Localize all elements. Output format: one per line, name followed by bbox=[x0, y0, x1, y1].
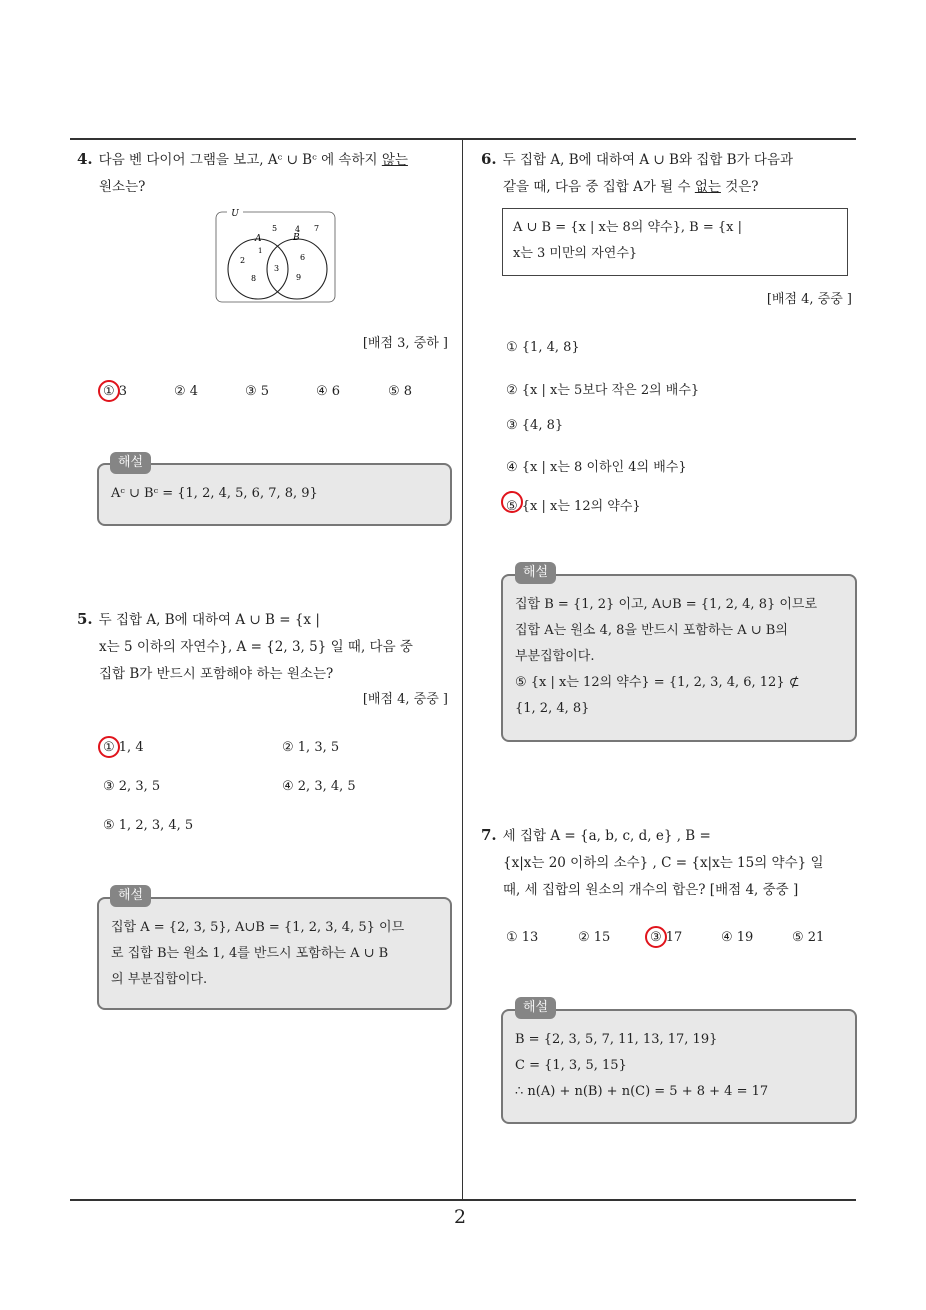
svg-text:3: 3 bbox=[274, 264, 280, 273]
svg-text:8: 8 bbox=[251, 274, 257, 283]
option-2[interactable]: ② {x | x는 5보다 작은 2의 배수} bbox=[506, 383, 700, 398]
option-5[interactable]: ⑤ 8 bbox=[388, 384, 413, 399]
question-7: 7. 세 집합 A = {a, b, c, d, e} , B = {x|x는 20 이하의 소수} , C = {x|x는 15의 약수} 일 때, 세 집합의 원소의 개수의 합은? [배점 4, 중중 ] bbox=[481, 826, 824, 898]
solution-box: Aᶜ ∪ Bᶜ = {1, 2, 4, 5, 6, 7, 8, 9} bbox=[97, 463, 452, 526]
question-5: 5. 두 집합 A, B에 대하여 A ∪ B = {x | x는 5 이하의 자연수}, A = {2, 3, 5} 일 때, 다음 중 집합 B가 반드시 포함해야 하는 원소는? bbox=[77, 610, 413, 682]
svg-text:6: 6 bbox=[300, 253, 306, 262]
option-4[interactable]: ④ {x | x는 8 이하인 4의 배수} bbox=[506, 460, 687, 475]
option-1[interactable]: ① 1, 4 bbox=[103, 740, 144, 755]
svg-text:1: 1 bbox=[258, 247, 263, 255]
option-3[interactable]: ③ 2, 3, 5 bbox=[103, 779, 161, 794]
svg-text:B: B bbox=[293, 233, 300, 243]
option-3[interactable]: ③ 5 bbox=[245, 384, 270, 399]
solution-tab: 해설 bbox=[110, 452, 151, 474]
svg-text:5: 5 bbox=[272, 224, 278, 233]
top-rule bbox=[70, 138, 856, 140]
svg-text:9: 9 bbox=[296, 273, 302, 282]
question-6-score: [배점 4, 중중 ] bbox=[766, 292, 852, 307]
option-1[interactable]: ① {1, 4, 8} bbox=[506, 340, 580, 355]
option-5[interactable]: ⑤ 21 bbox=[792, 930, 825, 945]
question-6: 6. 두 집합 A, B에 대하여 A ∪ B와 집합 B가 다음과 같을 때, 다음 중 집합 A가 될 수 없는 것은? bbox=[481, 150, 794, 195]
page-number: 2 bbox=[454, 1206, 467, 1228]
condition-box: A ∪ B = {x | x는 8의 약수}, B = {x | x는 3 미만의 자연수} bbox=[502, 208, 848, 276]
bottom-rule bbox=[70, 1199, 856, 1201]
question-4-score: [배점 3, 중하 ] bbox=[362, 336, 448, 351]
question-number: 7. bbox=[481, 826, 497, 844]
solution-box: B = {2, 3, 5, 7, 11, 13, 17, 19} C = {1, 3, 5, 15} ∴ n(A) + n(B) + n(C) = 5 + 8 + 4 = 17 bbox=[501, 1009, 857, 1124]
question-number: 6. bbox=[481, 150, 497, 168]
solution-box: 집합 B = {1, 2} 이고, A∪B = {1, 2, 4, 8} 이므로 집합 A는 원소 4, 8을 반드시 포함하는 A ∪ B의 부분집합이다. ⑤ {x | x는 12의 약수} = {1, 2, 3, 4, 6, 12} ⊄ {1, 2, 4, 8} bbox=[501, 574, 857, 742]
option-3[interactable]: ③ {4, 8} bbox=[506, 418, 564, 433]
solution-tab: 해설 bbox=[515, 562, 556, 584]
option-2[interactable]: ② 4 bbox=[174, 384, 199, 399]
solution-box: 집합 A = {2, 3, 5}, A∪B = {1, 2, 3, 4, 5} 이므 로 집합 B는 원소 1, 4를 반드시 포함하는 A ∪ B 의 부분집합이다. bbox=[97, 897, 452, 1010]
solution-tab: 해설 bbox=[515, 997, 556, 1019]
question-5-score: [배점 4, 중중 ] bbox=[362, 692, 448, 707]
option-4[interactable]: ④ 6 bbox=[316, 384, 341, 399]
svg-text:7: 7 bbox=[314, 224, 320, 233]
option-2[interactable]: ② 1, 3, 5 bbox=[282, 740, 340, 755]
option-5[interactable]: ⑤ {x | x는 12의 약수} bbox=[506, 499, 641, 514]
option-5[interactable]: ⑤ 1, 2, 3, 4, 5 bbox=[103, 818, 194, 833]
question-number: 4. bbox=[77, 150, 93, 168]
column-divider bbox=[462, 138, 463, 1200]
option-4[interactable]: ④ 2, 3, 4, 5 bbox=[282, 779, 356, 794]
svg-text:4: 4 bbox=[295, 225, 301, 234]
option-2[interactable]: ② 15 bbox=[578, 930, 611, 945]
venn-diagram bbox=[215, 207, 337, 305]
svg-text:U: U bbox=[231, 209, 239, 219]
solution-tab: 해설 bbox=[110, 885, 151, 907]
svg-text:A: A bbox=[255, 234, 262, 244]
question-4: 4. 다음 벤 다이어 그램을 보고, Aᶜ ∪ Bᶜ 에 속하지 않는 원소는? bbox=[77, 150, 408, 195]
option-3[interactable]: ③ 17 bbox=[650, 930, 683, 945]
option-4[interactable]: ④ 19 bbox=[721, 930, 754, 945]
svg-text:2: 2 bbox=[240, 256, 246, 265]
option-1[interactable]: ① 3 bbox=[103, 384, 128, 399]
option-1[interactable]: ① 13 bbox=[506, 930, 539, 945]
question-number: 5. bbox=[77, 610, 93, 628]
